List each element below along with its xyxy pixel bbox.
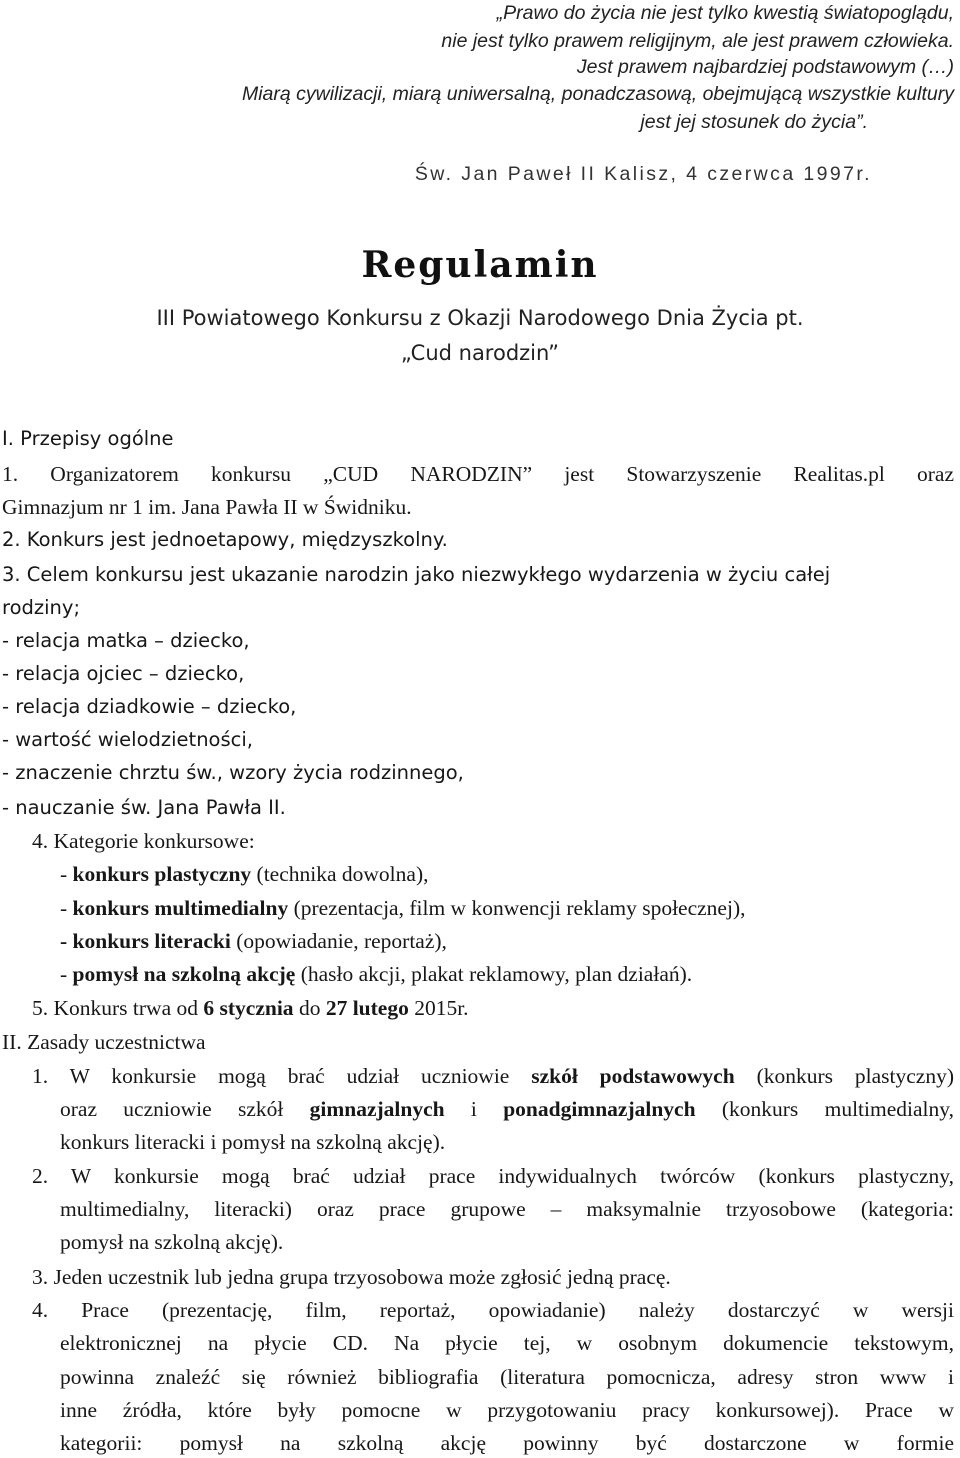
epigraph-line: nie jest tylko prawem religijnym, ale jest prawem człowieka. (441, 30, 954, 52)
category-item: - konkurs multimedialny (prezentacja, film w konwencji reklamy społecznej), (60, 896, 746, 920)
section-heading: I. Przepisy ogólne (2, 427, 174, 450)
paragraph-line: 2. W konkursie mogą brać udział prace indywidualnych twórców (konkurs plastyczny, (32, 1164, 954, 1188)
section-heading: II. Zasady uczestnictwa (2, 1030, 206, 1054)
paragraph-line: 4. Kategorie konkursowe: (32, 829, 255, 853)
paragraph-line: powinna znaleźć się również bibliografia (literatura pomocnicza, adresy stron www i (60, 1365, 954, 1389)
list-item: - nauczanie św. Jana Pawła II. (2, 796, 286, 819)
epigraph-line: „Prawo do życia nie jest tylko kwestią światopoglądu, (496, 2, 954, 24)
paragraph-line: pomysł na szkolną akcję). (60, 1230, 284, 1254)
category-item: - pomysł na szkolną akcję (hasło akcji, plakat reklamowy, plan działań). (60, 962, 693, 986)
paragraph-line: Gimnazjum nr 1 im. Jana Pawła II w Świdniku. (2, 495, 412, 519)
paragraph-line: elektronicznej na płycie CD. Na płycie tej, w osobnym dokumencie tekstowym, (60, 1331, 954, 1355)
paragraph-line: 3. Jeden uczestnik lub jedna grupa trzyosobowa może zgłosić jedną pracę. (32, 1265, 671, 1289)
category-name: konkurs multimedialny (72, 896, 289, 920)
paragraph-line: 3. Celem konkursu jest ukazanie narodzin jako niezwykłego wydarzenia w życiu całej (2, 563, 831, 586)
subtitle-line: „Cud narodzin” (400, 341, 560, 365)
page-title: Regulamin (361, 244, 599, 286)
paragraph-line: inne źródła, które były pomocne w przygotowaniu pracy konkursowej). Prace w (60, 1398, 954, 1422)
paragraph-line: 2. Konkurs jest jednoetapowy, międzyszkolny. (2, 528, 448, 551)
epigraph-line: Miarą cywilizacji, miarą uniwersalną, ponadczasową, obejmującą wszystkie kultury (241, 83, 954, 105)
date-end: 27 lutego (325, 996, 409, 1020)
list-item: - relacja matka – dziecko, (2, 629, 250, 652)
epigraph-signature: Św. Jan Paweł II Kalisz, 4 czerwca 1997r. (414, 163, 872, 185)
date-start: 6 stycznia (203, 996, 294, 1020)
paragraph-line: multimedialny, literacki) oraz prace grupowe – maksymalnie trzyosobowe (kategoria: (60, 1197, 954, 1221)
epigraph-line: jest jej stosunek do życia”. (640, 111, 868, 133)
list-item: - wartość wielodzietności, (2, 728, 253, 751)
list-item: - znaczenie chrztu św., wzory życia rodzinnego, (2, 761, 464, 784)
list-item: - relacja ojciec – dziecko, (2, 662, 245, 685)
paragraph-line: 1. Organizatorem konkursu „CUD NARODZIN” jest Stowarzyszenie Realitas.pl oraz (2, 462, 954, 486)
paragraph-line: rodziny; (2, 596, 81, 619)
subtitle-line: III Powiatowego Konkursu z Okazji Narodowego Dnia Życia pt. (156, 306, 804, 330)
paragraph-line: oraz uczniowie szkół gimnazjalnych i ponadgimnazjalnych (konkurs multimedialny, (60, 1097, 954, 1121)
paragraph-line: 1. W konkursie mogą brać udział uczniowie szkół podstawowych (konkurs plastyczny) (32, 1064, 954, 1088)
epigraph-line: Jest prawem najbardziej podstawowym (…) (576, 56, 954, 78)
list-item: - relacja dziadkowie – dziecko, (2, 695, 297, 718)
category-name: - konkurs literacki (60, 929, 231, 953)
category-item: - konkurs plastyczny (technika dowolna), (60, 862, 429, 886)
category-item: - konkurs literacki (opowiadanie, reportaż), (60, 929, 447, 953)
paragraph-line: 4. Prace (prezentację, film, reportaż, opowiadanie) należy dostarczyć w wersji (32, 1298, 954, 1322)
paragraph-line: konkurs literacki i pomysł na szkolną akcję). (60, 1130, 446, 1154)
category-name: pomysł na szkolną akcję (72, 962, 296, 986)
category-name: konkurs plastyczny (72, 862, 252, 886)
paragraph-line: 5. Konkurs trwa od 6 stycznia do 27 lutego 2015r. (32, 996, 469, 1020)
paragraph-line: kategorii: pomysł na szkolną akcję powinny być dostarczone w formie (60, 1431, 954, 1455)
